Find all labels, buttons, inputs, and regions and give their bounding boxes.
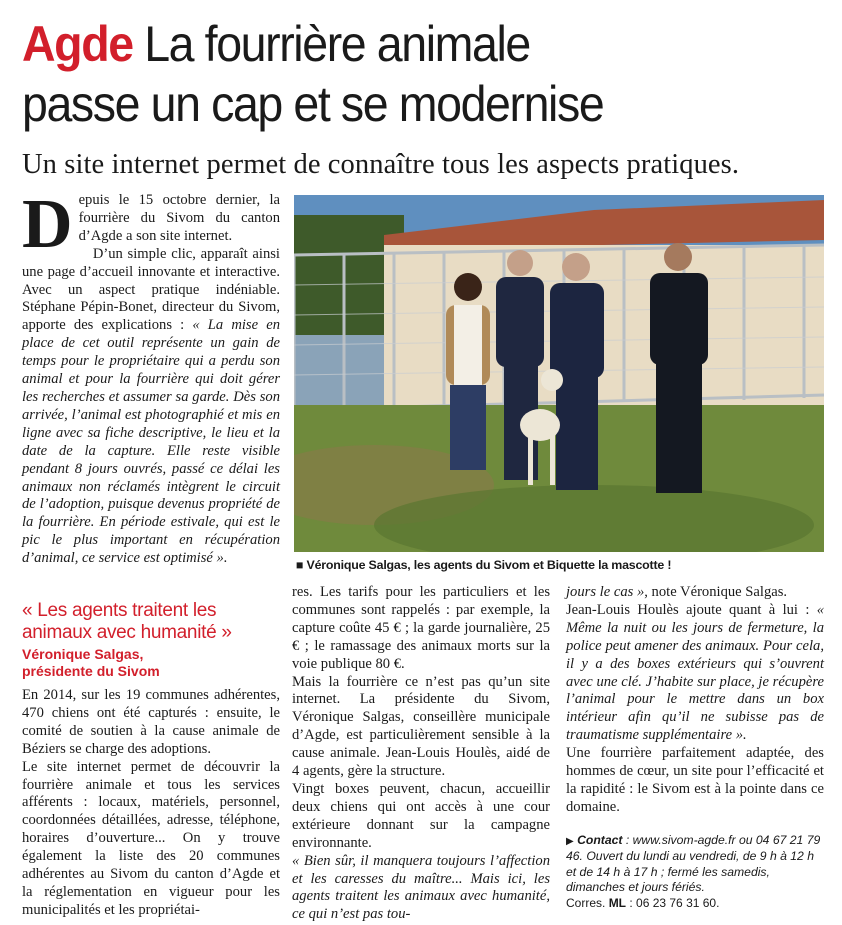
pull-quote-attribution (22, 646, 280, 680)
photo-illustration (294, 195, 824, 552)
paragraph-text: , note Véronique Salgas. (644, 584, 788, 600)
photo-caption: ■ Véronique Salgas, les agents du Sivom et Biquette la mascotte ! (296, 558, 672, 572)
quote-text: jours le cas » (566, 584, 645, 600)
pull-quote-text: « Les agents traitent les animaux avec humanité » (22, 600, 232, 643)
drop-cap: D (22, 186, 73, 263)
attribution-role: présidente du Sivom (22, 663, 160, 679)
quote-text: « Même la nuit ou les jours de fermeture, la police peut amener des animaux. Pour cela, il y a des boxes extérieurs qui s’ouvrent avec une clé. J’habite sur place, je récupère l’animal pour le mettre dans un box intérieur afin qu’il ne subisse pas de traumatisme supplémentaire ». (566, 601, 824, 744)
correspondent-phone: : 06 23 76 31 60. (626, 896, 720, 910)
correspondent-label: Corres. (566, 896, 606, 910)
headline (22, 14, 775, 134)
column-1 (22, 186, 280, 568)
paragraph-text: epuis le 15 octobre dernier, la fourrière du Sivom du canton d’Agde a son site internet. (78, 192, 280, 244)
paragraph-text: D’un simple clic, apparaît ainsi une page d’accueil innovante et interactive. Avec un aspect pratique indéniable. Stéphane Pépin-Bonet, directeur du Sivom, apporte des explications : (22, 245, 280, 334)
paragraph: Mais la fourrière ce n’est pas qu’un site internet. La présidente du Sivom, Véronique Salgas, conseillère municipale d’Agde, est particulièrement sensible à la cause animale. Jean-Louis Houlès, aidé de 4 agents, gère la structure. (292, 673, 550, 780)
paragraph: En 2014, sur les 19 communes adhérentes, 470 chiens ont été capturés : ensuite, le comité de soutien à la cause animale de Béziers se charge des adoptions. (22, 687, 280, 757)
paragraph (22, 186, 280, 568)
headline-line1: La fourrière animale (144, 16, 530, 72)
paragraph-text: Jean-Louis Houlès ajoute quant à lui : (566, 601, 817, 618)
paragraph (566, 584, 824, 602)
caption-text: Véronique Salgas, les agents du Sivom et Biquette la mascotte ! (306, 558, 672, 572)
paragraph (566, 602, 824, 745)
article-photo (294, 195, 824, 552)
quote-text: « La mise en place de cet outil représente un gain de temps pour le propriétaire qui a perdu son animal et pour la fourrière qui doit gérer les recherches et assumer sa garde. Dès son arrivée, l’animal est photographié et mis en ligne avec sa fiche descriptive, le lieu et la date de la capture. Elle reste visible pendant 8 jours ouvrés, passé ce délai les animaux non réclamés intègrent le circuit de l’adoption, puisque devenus propriété de la fourrière. En période estivale, qui est le pic le plus important en récupération d’animal, ce service est optimisé ». (22, 317, 280, 567)
paragraph: Une fourrière parfaitement adaptée, des hommes de cœur, un site pour l’efficacité et la rapidité : le Sivom est à la pointe dans ce domaine. (566, 745, 824, 815)
headline-line2: passe un cap et se modernise (22, 76, 604, 132)
contact-label: Contact (577, 833, 623, 847)
paragraph-quote: « Bien sûr, il manquera toujours l’affection et les caresses du maître... Mais ici, les agents traitent les animaux avec humanité, ce qui n’est pas tou- (292, 852, 550, 923)
column-3 (566, 584, 824, 817)
contact-text: : www.sivom-agde.fr ou 04 67 21 79 46. Ouvert du lundi au vendredi, de 9 h à 12 h et de 14 h à 17 h ; fermé les samedis, dimanches et jours fériés. (566, 833, 821, 895)
correspondent-initials: ML (608, 896, 627, 910)
subheadline: Un site internet permet de connaître tous les aspects pratiques. (22, 149, 740, 180)
correspondent (566, 896, 824, 910)
attribution-name: Véronique Salgas, (22, 646, 144, 662)
bullet-icon: ▶ (566, 836, 574, 847)
headline-place: Agde (22, 16, 133, 72)
paragraph: Le site internet permet de découvrir la fourrière animale et tous les services afférents : locaux, matériels, personnel, coordonnées détaillées, adresse, téléphone, horaires d’ouverture... On y trouve également la liste des 20 communes adhérentes au Sivom du canton d’Agde et la réglementation en vigueur pour les municipalités et les propriétai- (22, 758, 280, 918)
paragraph: res. Les tarifs pour les particuliers et les communes sont rappelés : par exemple, la capture coûte 45 € ; la garde journalière, 25 € ; le ramassage des animaux morts sur la voie publique 80 €. (292, 584, 550, 672)
column-1-bottom (22, 687, 280, 920)
paragraph: Vingt boxes peuvent, chacun, accueillir deux chiens qui ont accès à une cour extérieure donnant sur la campagne environnante. (292, 780, 550, 851)
pull-quote (22, 600, 280, 680)
column-2 (292, 584, 550, 924)
contact-info (566, 833, 824, 896)
